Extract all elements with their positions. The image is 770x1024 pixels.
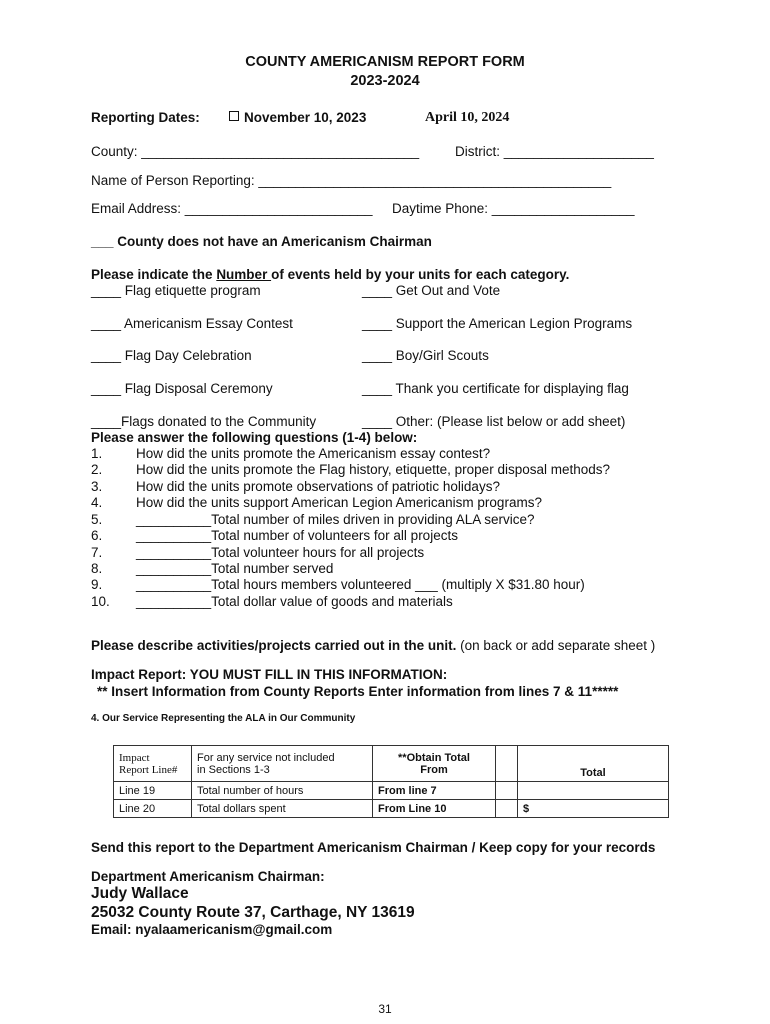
table-header-row <box>114 746 669 782</box>
county-field[interactable]: County: _____________________________________ <box>91 144 420 159</box>
question-number: 6. <box>91 528 103 543</box>
question-number: 9. <box>91 577 103 592</box>
question-text: __________Total number of volunteers for all projects <box>136 528 458 543</box>
person-reporting-field[interactable]: Name of Person Reporting: _______________________________________________ <box>91 173 612 188</box>
header-service <box>192 746 373 782</box>
question-1 <box>91 446 490 461</box>
reporting-date-april[interactable]: April 10, 2024 <box>425 110 510 125</box>
row2-blank <box>496 800 518 818</box>
no-chairman-line[interactable]: ___ County does not have an Americanism Chairman <box>91 234 432 249</box>
phone-field[interactable]: Daytime Phone: ___________________ <box>392 201 635 216</box>
event-right-4[interactable]: ____ Thank you certificate for displaying flag <box>362 381 629 396</box>
event-right-1[interactable]: ____ Get Out and Vote <box>362 283 501 298</box>
event-right-5[interactable]: ____ Other: (Please list below or add sheet) <box>362 414 626 429</box>
row2-total-input[interactable]: $ <box>518 800 669 818</box>
question-number: 4. <box>91 495 103 510</box>
table-row <box>114 782 669 800</box>
chairman-name: Judy Wallace <box>91 885 189 902</box>
checkbox-icon[interactable] <box>229 111 239 121</box>
question-6[interactable] <box>91 528 458 543</box>
impact-line-2: ** Insert Information from County Reports Enter information from lines 7 & 11***** <box>97 684 619 699</box>
events-heading <box>91 267 569 282</box>
question-number: 8. <box>91 561 103 576</box>
question-text: How did the units promote the Flag history, etiquette, proper disposal methods? <box>136 462 611 477</box>
question-7[interactable] <box>91 545 424 560</box>
chairman-address: 25032 County Route 37, Carthage, NY 13619 <box>91 904 415 921</box>
header-service-text-2: in Sections 1-3 <box>197 763 270 776</box>
describe-activities <box>91 638 655 653</box>
form-title: COUNTY AMERICANISM REPORT FORM <box>245 54 525 70</box>
page-number: 31 <box>378 1002 392 1016</box>
question-text: __________Total number of miles driven in providing ALA service? <box>136 512 535 527</box>
event-left-2[interactable]: ____ Americanism Essay Contest <box>91 316 293 331</box>
header-from-text: From <box>420 763 448 776</box>
question-text: __________Total number served <box>136 561 334 576</box>
chairman-label: Department Americanism Chairman: <box>91 869 325 884</box>
date-november-text: November 10, 2023 <box>244 110 367 125</box>
header-service-text-1: For any service not included <box>197 751 335 764</box>
describe-bold: Please describe activities/projects carried out in the unit. <box>91 638 457 653</box>
question-number: 5. <box>91 512 103 527</box>
service-table <box>113 745 669 818</box>
question-3 <box>91 479 500 494</box>
row1-blank <box>496 782 518 800</box>
row2-desc: Total dollars spent <box>192 800 373 818</box>
question-10[interactable] <box>91 594 453 609</box>
reporting-dates-label: Reporting Dates: <box>91 110 200 125</box>
events-heading-post: of events held by your units for each category. <box>271 267 570 282</box>
header-blank <box>496 746 518 782</box>
service-section-heading: 4. Our Service Representing the ALA in Our Community <box>91 713 356 724</box>
event-left-4[interactable]: ____ Flag Disposal Ceremony <box>91 381 273 396</box>
event-left-3[interactable]: ____ Flag Day Celebration <box>91 348 252 363</box>
row1-total-input[interactable] <box>518 782 669 800</box>
header-impact-text: Impact <box>119 751 150 764</box>
form-year: 2023-2024 <box>350 73 420 89</box>
header-report-line-text: Report Line# <box>119 763 178 776</box>
question-8[interactable] <box>91 561 333 576</box>
email-field[interactable]: Email Address: _________________________ <box>91 201 373 216</box>
question-text: __________Total volunteer hours for all projects <box>136 545 425 560</box>
question-4 <box>91 495 542 510</box>
row1-desc: Total number of hours <box>192 782 373 800</box>
impact-line-1: Impact Report: YOU MUST FILL IN THIS INFORMATION: <box>91 667 448 682</box>
row1-line: Line 19 <box>114 782 192 800</box>
question-2 <box>91 462 610 477</box>
event-right-2[interactable]: ____ Support the American Legion Programs <box>362 316 633 331</box>
question-text: How did the units promote observations of patriotic holidays? <box>136 479 500 494</box>
row2-line: Line 20 <box>114 800 192 818</box>
question-number: 1. <box>91 446 103 461</box>
event-left-5[interactable]: ____Flags donated to the Community <box>91 414 317 429</box>
question-text: __________Total hours members volunteered ___ (multiply X $31.80 hour) <box>136 577 585 592</box>
send-instructions: Send this report to the Department Americanism Chairman / Keep copy for your records <box>91 840 656 855</box>
district-field[interactable]: District: ____________________ <box>455 144 654 159</box>
question-number: 10. <box>91 594 110 609</box>
header-total: Total <box>518 746 669 782</box>
question-number: 3. <box>91 479 103 494</box>
question-number: 7. <box>91 545 103 560</box>
question-text: __________Total dollar value of goods and materials <box>136 594 453 609</box>
questions-heading: Please answer the following questions (1-4) below: <box>91 430 418 445</box>
row2-from: From Line 10 <box>373 800 496 818</box>
header-obtain-total <box>373 746 496 782</box>
event-right-3[interactable]: ____ Boy/Girl Scouts <box>362 348 489 363</box>
reporting-date-november[interactable] <box>229 110 366 125</box>
question-5[interactable] <box>91 512 535 527</box>
question-text: How did the units support American Legion Americanism programs? <box>136 495 542 510</box>
question-text: How did the units promote the Americanism essay contest? <box>136 446 491 461</box>
table-row <box>114 800 669 818</box>
chairman-email[interactable]: Email: nyalaamericanism@gmail.com <box>91 922 333 937</box>
event-left-1[interactable]: ____ Flag etiquette program <box>91 283 261 298</box>
describe-normal: (on back or add separate sheet ) <box>456 638 656 653</box>
header-obtain-text: **Obtain Total <box>398 751 470 764</box>
question-number: 2. <box>91 462 103 477</box>
events-heading-pre: Please indicate the <box>91 267 217 282</box>
header-impact-line <box>114 746 192 782</box>
row1-from: From line 7 <box>373 782 496 800</box>
question-9[interactable] <box>91 577 585 592</box>
events-heading-number: Number <box>216 267 272 282</box>
